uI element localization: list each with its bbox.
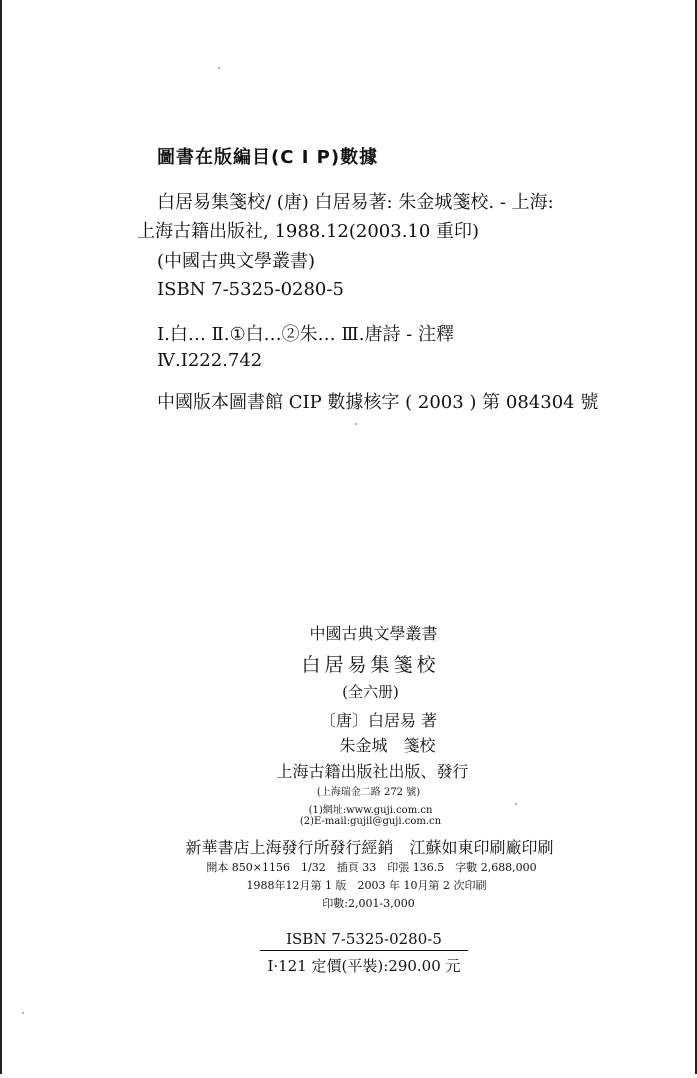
printer-credit: 新華書店上海發行所發行經銷 江蘇如東印刷廠印刷	[185, 838, 554, 857]
scan-speck	[22, 1012, 24, 1014]
publisher-credit: 上海古籍出版社出版、發行	[276, 762, 469, 781]
scan-speck	[218, 67, 220, 69]
cip-isbn-line: ISBN 7-5325-0280-5	[157, 279, 344, 300]
isbn-number: ISBN 7-5325-0280-5	[286, 930, 442, 948]
cip-subject-line: Ⅰ.白… Ⅱ.①白…②朱… Ⅲ.唐詩 - 注釋	[157, 324, 454, 345]
editor-credit: 朱金城 箋校	[339, 736, 436, 755]
isbn-price-block	[258, 930, 470, 976]
publisher-address: (上海瑞金二路 272 號)	[316, 787, 421, 798]
price-label: I·121 定價(平裝):290.00 元	[267, 957, 461, 975]
scan-speck	[355, 423, 357, 425]
cip-publisher-line: 上海古籍出版社, 1988.12(2003.10 重印)	[137, 221, 480, 242]
cip-title-line: 白居易集箋校/ (唐) 白居易著: 朱金城箋校. - 上海:	[157, 192, 554, 213]
print-specs: 開本 850×1156 1/32 插頁 33 印張 136.5 字數 2,688,000	[206, 861, 537, 874]
edition-info: 1988年12月第 1 版 2003 年 10月第 2 次印刷	[246, 879, 487, 892]
publisher-email: (2)E-mail:gujil@guji.com.cn	[299, 816, 442, 827]
series-name: 中國古典文學叢書	[309, 624, 438, 643]
volume-count: (全六册)	[342, 683, 399, 701]
book-title: 白居易集箋校	[301, 654, 440, 676]
print-run: 印數:2,001-3,000	[322, 897, 415, 910]
author-credit: 〔唐〕白居易 著	[319, 711, 438, 730]
cip-classification-line: Ⅳ.I222.742	[157, 350, 263, 371]
cip-record-number-line: 中國版本圖書館 CIP 數據核字 ( 2003 ) 第 084304 號	[157, 392, 599, 413]
publisher-website: (1)網址:www.guji.com.cn	[308, 805, 433, 816]
cip-heading: 圖書在版編目(C I P)數據	[157, 147, 379, 168]
cip-series-line: (中國古典文學叢書)	[157, 251, 316, 272]
scan-speck	[515, 803, 517, 805]
